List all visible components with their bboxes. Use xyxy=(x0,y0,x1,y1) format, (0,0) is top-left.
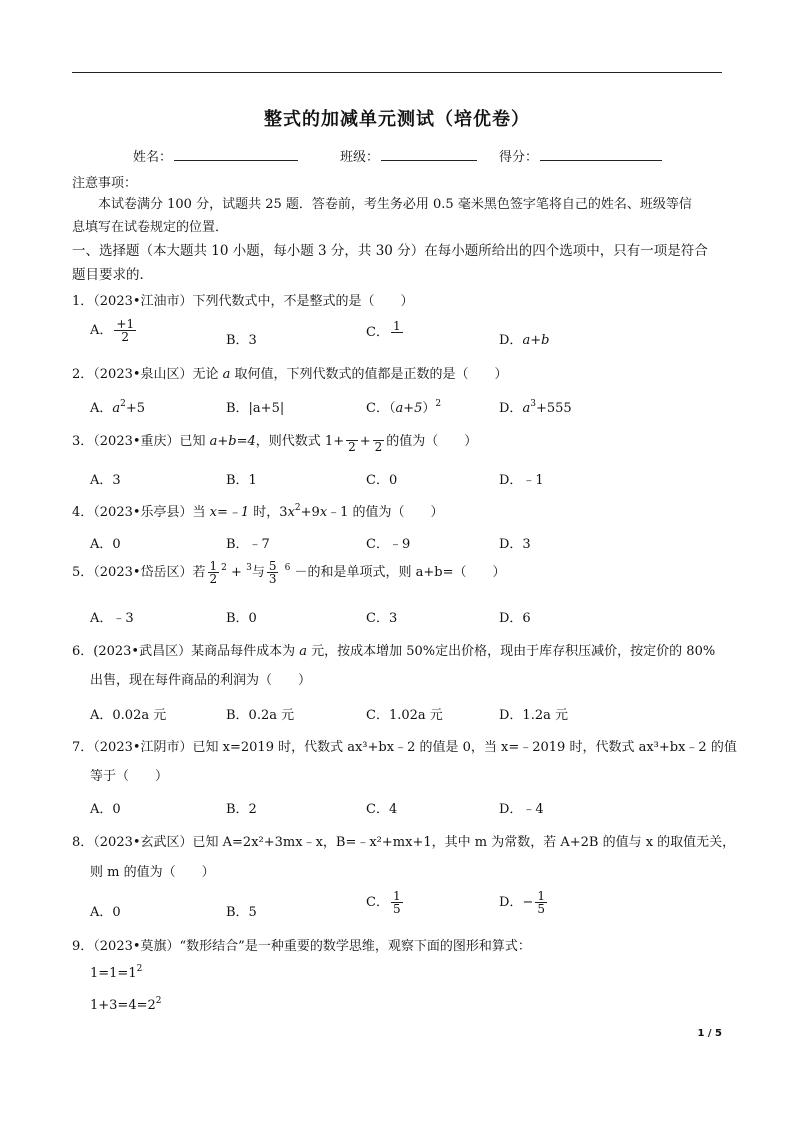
q3-option-c[interactable]: C．0 xyxy=(366,473,398,488)
fraction xyxy=(346,430,358,453)
q1-option-a[interactable] xyxy=(90,318,138,343)
score-blank[interactable] xyxy=(540,148,662,161)
stem-var: a xyxy=(222,367,231,382)
denominator: 5 xyxy=(392,902,401,916)
fraction xyxy=(391,890,403,915)
class-blank[interactable] xyxy=(381,148,477,161)
q6-option-d[interactable]: D．1.2a 元 xyxy=(499,708,568,723)
exponent: 2 xyxy=(136,964,143,974)
q7-option-c[interactable]: C．4 xyxy=(366,802,398,817)
q8-option-a[interactable]: A．0 xyxy=(90,905,121,920)
denominator: 2 xyxy=(114,330,136,343)
q3-stem xyxy=(72,430,477,453)
option-math: a+5 xyxy=(395,401,423,416)
option-label: A． xyxy=(90,401,113,416)
header-rule xyxy=(72,72,722,73)
q5-option-a[interactable]: A．﹣3 xyxy=(90,611,134,626)
stem-math: a+b=4 xyxy=(209,434,256,449)
q3-option-d[interactable]: D．﹣1 xyxy=(499,473,544,488)
stem-text: 与 xyxy=(251,565,265,580)
numerator: 1 xyxy=(209,559,218,573)
option-text: +5 xyxy=(125,401,146,416)
option-math: a+b xyxy=(522,333,550,348)
q5-option-d[interactable]: D．6 xyxy=(499,611,531,626)
denominator: 2 xyxy=(209,572,218,586)
denominator xyxy=(391,332,403,345)
operator: + xyxy=(231,565,242,580)
q8-option-d[interactable] xyxy=(499,890,549,915)
numerator: +1 xyxy=(116,317,135,331)
q9-eq-2 xyxy=(90,998,162,1013)
option-text: ） xyxy=(422,401,436,416)
q1-stem: 1．（2023•江油市）下列代数式中，不是整式的是（ ） xyxy=(72,294,414,309)
fraction xyxy=(535,890,547,915)
option-var: a xyxy=(112,401,121,416)
q7-option-d[interactable]: D．﹣4 xyxy=(499,802,544,817)
q7-option-b[interactable]: B．2 xyxy=(226,802,257,817)
fraction xyxy=(114,318,136,343)
q3-option-a[interactable]: A．3 xyxy=(90,473,121,488)
denominator: 3 xyxy=(268,572,277,586)
equation-text: 1=1=1 xyxy=(90,966,137,981)
fraction xyxy=(208,560,220,585)
notice-heading: 注意事项： xyxy=(72,176,138,191)
page-title: 整式的加减单元测试（培优卷） xyxy=(264,109,530,130)
q9-line-1: 9．（2023•莫旗）“数形结合”是一种重要的数学思维，观察下面的图形和算式： xyxy=(72,939,531,954)
score-field xyxy=(499,146,662,165)
fraction xyxy=(267,560,279,585)
exponent: 2 xyxy=(294,503,301,513)
notice-line-2: 息填写在试卷规定的位置． xyxy=(72,220,229,235)
option-label: D． xyxy=(499,401,523,416)
stem-text: 2．（2023•泉山区）无论 xyxy=(72,367,223,382)
option-label: C． xyxy=(366,895,389,910)
q7-line-1: 7．（2023•江阴市）已知 x=2019 时，代数式 ax³+bx﹣2 的值是 0，当 x=﹣2019 时，代数式 ax³+bx﹣2 的值 xyxy=(72,740,737,755)
stem-text: 6．(2023•武昌区）某商品每件成本为 xyxy=(72,644,300,659)
q4-option-a[interactable]: A．0 xyxy=(90,537,121,552)
numerator xyxy=(346,430,358,440)
option-label: D． xyxy=(499,333,523,348)
class-field xyxy=(340,146,477,165)
exponent: 3 xyxy=(530,399,536,409)
operator: － xyxy=(294,565,308,580)
stem-text: 4．（2023•乐亭县）当 xyxy=(72,505,210,520)
stem-text: ﹣1 的值为（ ） xyxy=(327,505,444,520)
numerator: 1 xyxy=(392,319,401,333)
option-text: +555 xyxy=(535,401,572,416)
q5-option-c[interactable]: C．3 xyxy=(366,611,398,626)
q6-option-c[interactable]: C．1.02a 元 xyxy=(366,708,443,723)
q4-option-b[interactable]: B．﹣7 xyxy=(226,537,270,552)
denominator: 2 xyxy=(348,440,356,454)
stem-text: 元，按成本增加 50%定出价格，现由于库存积压减价，按定价的 80% xyxy=(307,644,716,659)
q2-option-b[interactable]: B．|a+5| xyxy=(226,401,285,416)
numerator: 1 xyxy=(537,889,545,903)
stem-math: x=﹣1 xyxy=(209,505,250,520)
exponent: 2 xyxy=(435,399,442,409)
stem-text: 的值为（ ） xyxy=(386,434,478,449)
numerator: 1 xyxy=(392,889,401,903)
q2-option-c[interactable] xyxy=(366,397,441,416)
section-heading-2: 题目要求的． xyxy=(72,267,153,283)
exponent: 3 xyxy=(246,563,252,573)
name-blank[interactable] xyxy=(174,148,298,161)
stem-text: 取何值，下列代数式的值都是正数的是（ ） xyxy=(230,367,508,382)
q1-option-d[interactable] xyxy=(499,329,549,348)
stem-text: ，则代数式 1+ xyxy=(255,434,345,449)
q8-line-2: 则 m 的值为（ ） xyxy=(90,865,215,880)
notice-line-1: 本试卷满分 100 分，试题共 25 题．答卷前，考生务必用 0.5 毫米黑色签字笔将自己的姓名、班级等信 xyxy=(98,197,692,212)
option-label: A． xyxy=(90,323,113,338)
equation-text: 1+3=4=2 xyxy=(90,998,156,1013)
score-label: 得分： xyxy=(499,150,539,165)
option-label: D． xyxy=(499,895,523,910)
q6-line-1 xyxy=(72,640,715,659)
denominator: 5 xyxy=(537,902,545,916)
numerator xyxy=(373,430,385,440)
q8-option-c[interactable] xyxy=(366,890,405,915)
fraction xyxy=(373,430,385,453)
exponent: 2 xyxy=(221,563,227,573)
option-label: C．（ xyxy=(366,401,396,416)
q4-option-d[interactable]: D．3 xyxy=(499,537,531,552)
exponent: 6 xyxy=(284,563,291,573)
page-number: 1 / 5 xyxy=(697,1028,722,1039)
q6-option-b[interactable]: B．0.2a 元 xyxy=(226,708,295,723)
q8-line-1: 8．（2023•玄武区）已知 A=2x²+3mx﹣x，B=﹣x²+mx+1，其中 m 为常数，若 A+2B 的值与 x 的取值无关， xyxy=(72,835,736,850)
q7-option-a[interactable]: A．0 xyxy=(90,802,121,817)
name-label: 姓名： xyxy=(133,150,173,165)
name-field xyxy=(133,146,298,165)
stem-text: 时，3 xyxy=(249,505,288,520)
stem-var: a xyxy=(299,644,307,659)
stem-var: x xyxy=(319,505,328,520)
q9-eq-1 xyxy=(90,966,142,981)
fraction xyxy=(391,320,403,345)
operator: + xyxy=(359,434,371,449)
q8-option-b[interactable]: B．5 xyxy=(226,905,257,920)
q4-option-c[interactable]: C．﹣9 xyxy=(366,537,411,552)
q7-line-2: 等于（ ） xyxy=(90,769,169,784)
q5-stem xyxy=(72,560,506,585)
stem-text: +9 xyxy=(300,505,320,520)
q2-option-d[interactable] xyxy=(499,397,572,416)
q2-option-a[interactable] xyxy=(90,397,145,416)
class-label: 班级： xyxy=(340,150,380,165)
stem-text: 3．（2023•重庆）已知 xyxy=(72,434,210,449)
stem-var: x xyxy=(287,505,295,520)
q6-option-a[interactable]: A．0.02a 元 xyxy=(90,708,167,723)
q4-stem xyxy=(72,501,444,520)
minus-sign: − xyxy=(522,895,534,910)
q5-option-b[interactable]: B．0 xyxy=(226,611,257,626)
exponent: 2 xyxy=(155,996,162,1006)
q3-option-b[interactable]: B．1 xyxy=(226,473,257,488)
numerator: 5 xyxy=(268,559,277,573)
option-label: C． xyxy=(366,325,389,340)
option-var: a xyxy=(522,401,531,416)
exponent: 2 xyxy=(120,399,126,409)
section-heading-1: 一、选择题（本大题共 10 小题，每小题 3 分，共 30 分）在每小题所给出的四个选项中，只有一项是符合 xyxy=(72,243,708,259)
denominator: 2 xyxy=(374,440,383,454)
stem-text: 的和是单项式，则 a+b=（ ） xyxy=(307,565,506,580)
q6-line-2: 出售，现在每件商品的利润为（ ） xyxy=(90,673,312,688)
q1-option-b[interactable]: B．3 xyxy=(226,333,257,348)
q1-option-c[interactable] xyxy=(366,320,405,345)
q2-stem xyxy=(72,363,508,382)
stem-text: 5．（2023•岱岳区）若 xyxy=(72,565,206,580)
